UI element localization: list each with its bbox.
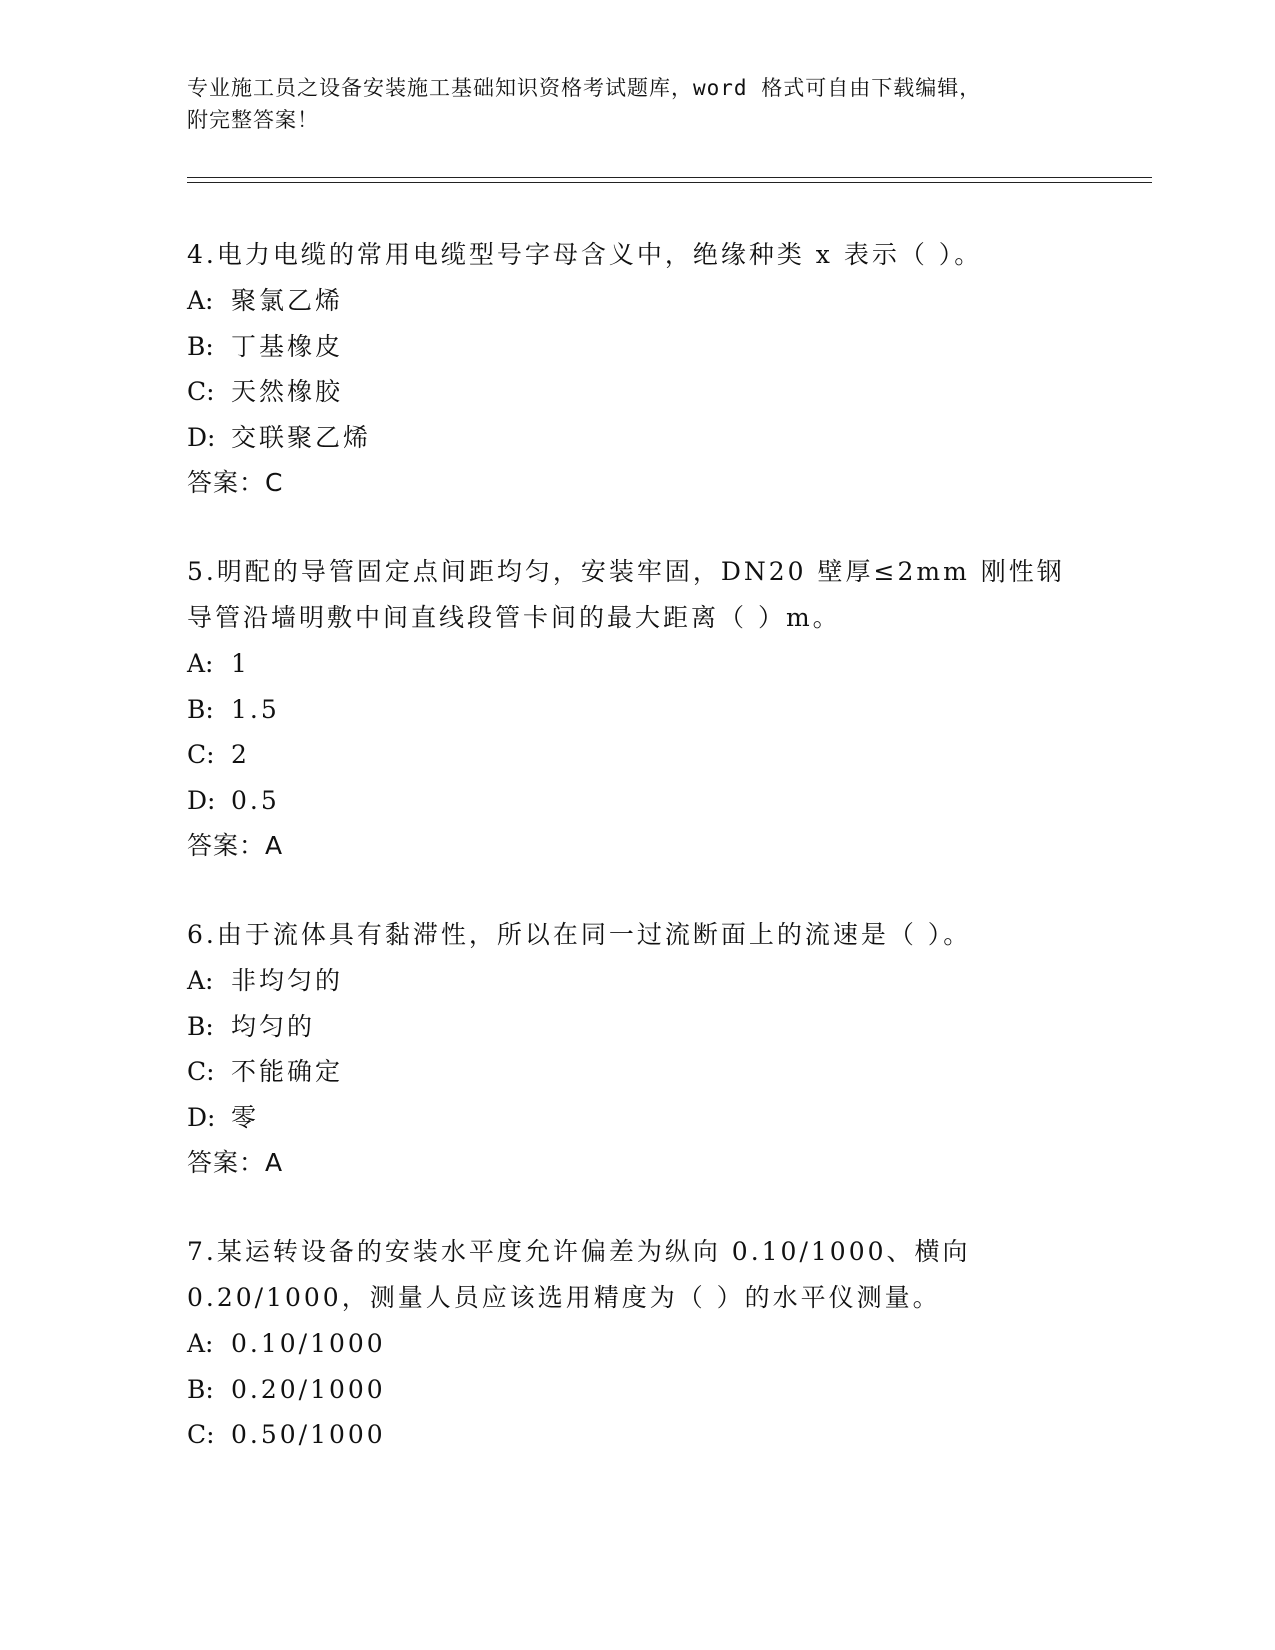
option-letter: C: <box>187 377 215 406</box>
question-text: 6.由于流体具有黏滞性，所以在同一过流断面上的流速是（ ）。 <box>187 920 972 949</box>
option-letter: A: <box>187 1329 214 1358</box>
option-d <box>187 415 1067 461</box>
option-text: 均匀的 <box>231 1011 316 1041</box>
header-divider-bottom <box>187 182 1152 183</box>
option-a <box>187 1321 1067 1367</box>
option-letter: A: <box>187 966 214 995</box>
option-b <box>187 1367 1067 1413</box>
option-c <box>187 369 1067 415</box>
option-text: 0.5 <box>231 785 280 815</box>
option-text: 天然橡胶 <box>231 377 344 406</box>
question-text: 7.某运转设备的安装水平度允许偏差为纵向 0.10/1000、横向 0.20/1000，测量人员应该选用精度为（ ）的水平仪测量。 <box>187 1237 971 1312</box>
option-letter: B: <box>187 694 214 724</box>
option-letter: D: <box>187 1102 216 1132</box>
option-text: 2 <box>231 740 250 769</box>
question-text: 5.明配的导管固定点间距均匀，安装牢固，DN20 壁厚≤2mm 刚性钢导管沿墙明敷中间直线段管卡间的最大距离（ ）m。 <box>187 557 1065 632</box>
option-text: 交联聚乙烯 <box>231 422 372 452</box>
option-text: 1 <box>231 649 250 678</box>
option-letter: A: <box>187 286 214 315</box>
option-text: 聚氯乙烯 <box>231 286 344 315</box>
option-text: 0.10/1000 <box>231 1329 386 1358</box>
question-6 <box>187 912 1067 1185</box>
option-text: 丁基橡皮 <box>231 331 344 361</box>
option-letter: C: <box>187 1057 215 1086</box>
option-text: 零 <box>231 1102 260 1132</box>
answer-line: 答案：A <box>187 1148 284 1177</box>
option-letter: C: <box>187 740 215 769</box>
option-c <box>187 732 1067 778</box>
option-c <box>187 1412 1067 1458</box>
option-letter: B: <box>187 331 214 361</box>
option-letter: D: <box>187 785 216 815</box>
option-a <box>187 278 1067 324</box>
option-text: 非均匀的 <box>231 966 344 995</box>
option-letter: B: <box>187 1011 214 1041</box>
option-a <box>187 958 1067 1004</box>
question-text: 4.电力电缆的常用电缆型号字母含义中，绝缘种类 x 表示（ ）。 <box>187 240 983 269</box>
option-d <box>187 778 1067 824</box>
question-4 <box>187 232 1067 505</box>
question-5 <box>187 549 1067 868</box>
question-7 <box>187 1229 1067 1458</box>
document-header <box>187 72 1067 136</box>
option-d <box>187 1095 1067 1141</box>
header-divider-top <box>187 177 1152 178</box>
option-b <box>187 324 1067 370</box>
option-text: 不能确定 <box>231 1057 344 1086</box>
option-text: 1.5 <box>231 694 280 724</box>
answer-line: 答案：A <box>187 831 284 860</box>
option-letter: D: <box>187 422 216 452</box>
option-text: 0.50/1000 <box>231 1420 386 1449</box>
option-a <box>187 641 1067 687</box>
option-letter: A: <box>187 649 214 678</box>
option-b <box>187 1004 1067 1050</box>
question-list <box>187 232 1067 1502</box>
header-line-1: 专业施工员之设备安装施工基础知识资格考试题库，word 格式可自由下载编辑， <box>187 76 982 100</box>
option-text: 0.20/1000 <box>231 1374 386 1404</box>
option-letter: C: <box>187 1420 215 1449</box>
option-letter: B: <box>187 1374 214 1404</box>
option-b <box>187 687 1067 733</box>
option-c <box>187 1049 1067 1095</box>
answer-line: 答案：C <box>187 468 284 497</box>
header-line-2: 附完整答案！ <box>187 108 319 132</box>
